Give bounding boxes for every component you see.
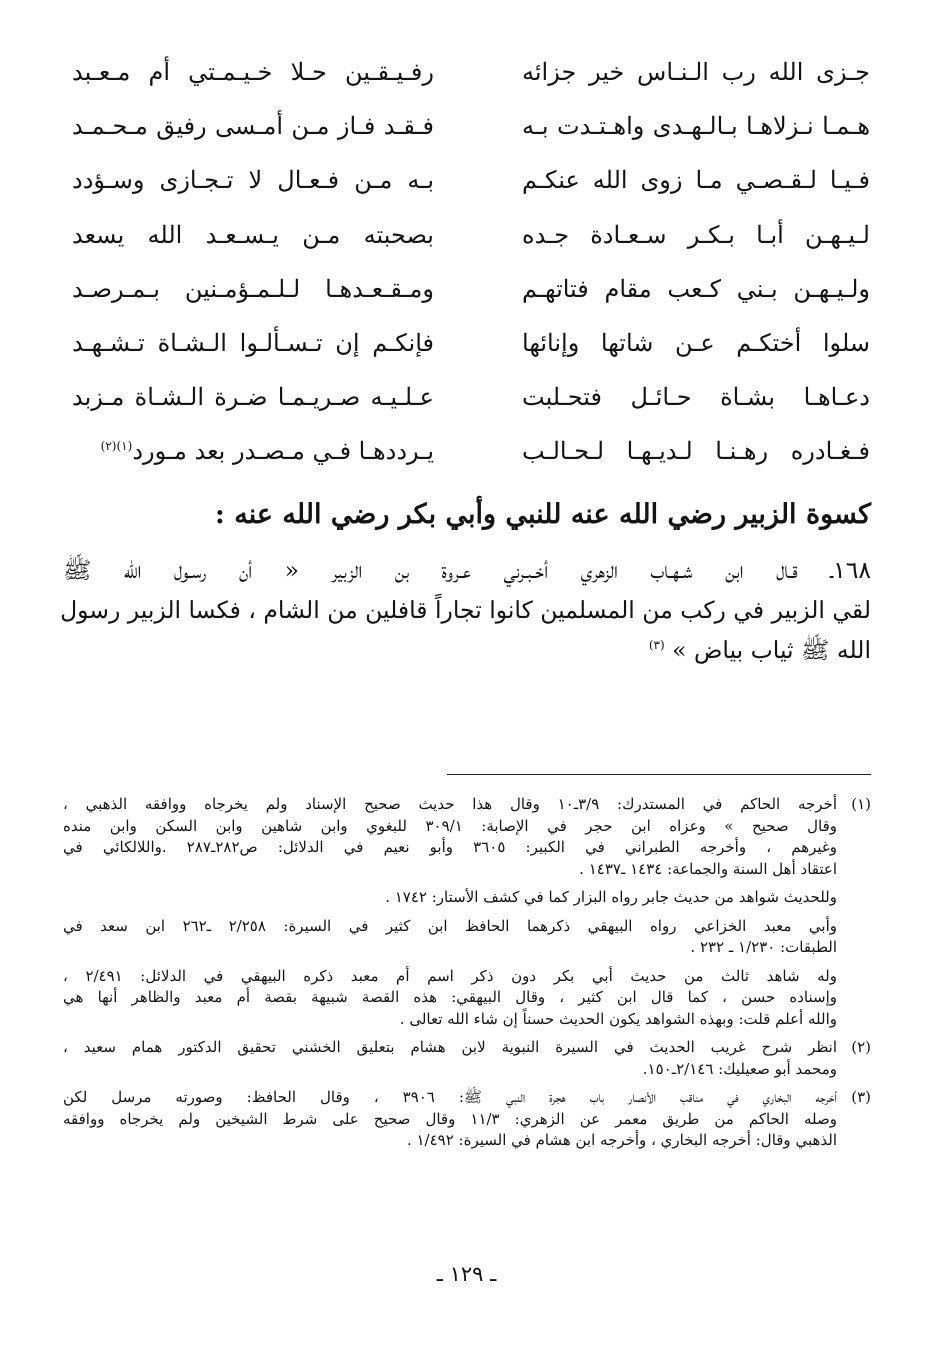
footnote xyxy=(63,887,871,909)
verse-second-hemistich: ومـقـعـدهـا لـلـمـؤمـنين بـمـرصـد xyxy=(72,274,434,303)
verse-second-hemistich: عـلـيـه صـريـمـا ضـرة الـشـاة مـزبد xyxy=(72,383,434,412)
footnote xyxy=(63,794,871,880)
footnote-number: (٢) xyxy=(851,1038,871,1056)
verse xyxy=(62,267,870,321)
verse-second-hemistich: بصحبته مـن يـسـعـد الله يسعد xyxy=(72,220,434,249)
verse xyxy=(62,104,870,158)
footnote-reference: (١)(٢) xyxy=(100,439,133,454)
verse-first-hemistich: فـيـا لـقـصـي مـا زوى الله عنكـم xyxy=(522,166,870,195)
footnote-line: وغيرهم ، وأخرجه الطبراني في الكبير: ٣٦٠٥ وأبو نعيم في الدلائل: ص٢٨٢ـ٢٨٧ .واللالكائي في xyxy=(63,838,837,856)
footnote-text: انظر شرح غريب الحديث في السيرة النبوية لابن هشام بتعليق الخشني تحقيق الدكتور همام سعيد ، xyxy=(63,1038,837,1056)
footnote-text: أخرجه الحاكم في المستدرك: ٣/٩ـ١٠ وقال هذا حديث صحيح الإسناد ولم يخرجاه ووافقه الذهبي ، xyxy=(63,795,837,813)
verse-first-hemistich: هـمـا نـزلاهـا بـالـهـدى واهـتـدت بـه xyxy=(522,112,870,141)
verse-first-hemistich: ولـيـهـن بـني كـعب مقام فتاتهـم xyxy=(522,274,870,303)
footnote-separator xyxy=(447,774,871,775)
footnote xyxy=(63,966,871,1031)
verse-first-hemistich: دعـاهـا بشـاة حـائـل فتحـلبت xyxy=(522,383,870,412)
hadith-line-text: الله ﷺ ثياب بياض » xyxy=(672,636,871,664)
footnote-line xyxy=(63,1087,871,1109)
verse-second-hemistich: بـه مـن فـعـال لا تـجـازى وسـؤدد xyxy=(72,166,434,195)
footnote-number: (١) xyxy=(851,795,871,813)
hadith-line: ١٦٨ـ قـال ابن شـهـاب الزهري أخـبـرني عـروة بن الزبير « أن رسـول الله ﷺ xyxy=(63,556,871,584)
verse xyxy=(62,429,870,483)
verse xyxy=(62,321,870,375)
hadith-line: لقي الزبير في ركب من المسلمين كانوا تجاراً قافلين من الشام ، فكسا الزبير رسول xyxy=(60,596,871,624)
footnote xyxy=(63,916,871,959)
verse-first-hemistich: لـيـهـن أبـا بـكـر سـعـادة جـده xyxy=(522,220,870,249)
footnote-line: وقال صحيح » وعزاه ابن حجر في الإصابة: ٣٠٩/١ للبغوي وابن شاهين وابن السكن وابن منده xyxy=(63,816,837,835)
footnote-line: الذهبي وقال: أخرجه البخاري ، وأخرجه ابن هشام في السيرة: ١/٤٩٢ . xyxy=(406,1131,837,1149)
footnote-line: اعتقاد أهل السنة والجماعة: ١٤٣٤ ـ١٤٣٧ . xyxy=(579,859,837,878)
verse-second-hemistich: فإنكـم إن تـسـألـوا الـشـاة تـشـهـد xyxy=(72,328,434,357)
verse-second-hemistich: فـقـد فـاز مـن أمـسى رفيق مـحـمـد xyxy=(72,112,434,141)
footnote-line: ومحمد أبو صعيليك: ٢/١٤٦ـ١٥٠. xyxy=(642,1059,837,1078)
footnote-line: وإسناده حسن ، كما قال ابن كثير ، وقال البيهقي: هذه القصة شبيهة بقصة أم معبد والظاهر أنها هي xyxy=(63,988,837,1006)
verse xyxy=(62,375,870,429)
footnote xyxy=(63,1087,871,1152)
footnote-line: وصله الحاكم من طريق معمر عن الزهري: ١١/٣ وقال صحيح على شرط الشيخين ولم يخرجاه ووافقه xyxy=(63,1109,837,1128)
hadith-line xyxy=(63,630,871,670)
footnote-line: وله شاهد ثالث من حديث أبي بكر دون ذكر اسم أم معبد ذكره البيهقي في الدلائل: ٢/٤٩١ ، xyxy=(63,966,838,985)
verse-first-hemistich: فـغـادره رهـنـا لـديـهـا لـحـالـب xyxy=(522,437,870,466)
footnote-line xyxy=(63,794,871,816)
hemistich-text: يـرددهـا فـي مـصـدر بعد مـورد xyxy=(132,437,434,466)
page-number: ـ ١٢٩ ـ xyxy=(436,1262,497,1286)
footnote-line xyxy=(63,1037,871,1059)
hadith-paragraph xyxy=(60,550,871,670)
verse xyxy=(62,50,870,104)
verse-second-hemistich: رفـيـقـين حـلا خـيـمـتي أم مـعـبد xyxy=(72,58,434,86)
footnote xyxy=(63,1037,871,1080)
verse xyxy=(62,213,870,267)
footnote-number: (٣) xyxy=(851,1088,871,1106)
verse-first-hemistich: جـزى الله رب الـنـاس خير جزائه xyxy=(522,58,870,86)
footnote-line: والله أعلم قلت: وبهذه الشواهد يكون الحديث حسناً إن شاء الله تعالى . xyxy=(399,1009,837,1028)
footnotes xyxy=(63,794,871,1159)
poem xyxy=(62,50,870,484)
footnote-reference: (٣) xyxy=(648,638,665,653)
section-heading: كسوة الزبير رضي الله عنه للنبي وأبي بكر رضي الله عنه : xyxy=(214,499,871,530)
verse xyxy=(62,158,870,212)
footnote-text: أخرجه البخاري في مناقب الأنصار باب هجرة النبي ﷺ: ٣٩٠٦ ، وقال الحافظ: وصورته مرسل لكن xyxy=(63,1088,837,1106)
footnote-line: وأبي معبد الخزاعي رواه البيهقي ذكرهما الحافظ ابن كثير في السيرة: ٢/٢٥٨ ـ٢٦٢ ابن سعد في xyxy=(63,916,837,935)
footnote-line: وللحديث شواهد من حديث جابر رواه البزار كما في كشف الأستار: ١٧٤٢ . xyxy=(385,888,837,906)
footnote-line: الطبقات: ١/٢٣٠ ـ ٢٣٢ . xyxy=(690,938,837,956)
verse-first-hemistich: سلوا أختكـم عـن شاتها وإنائها xyxy=(522,328,870,357)
verse-second-hemistich xyxy=(72,429,434,473)
